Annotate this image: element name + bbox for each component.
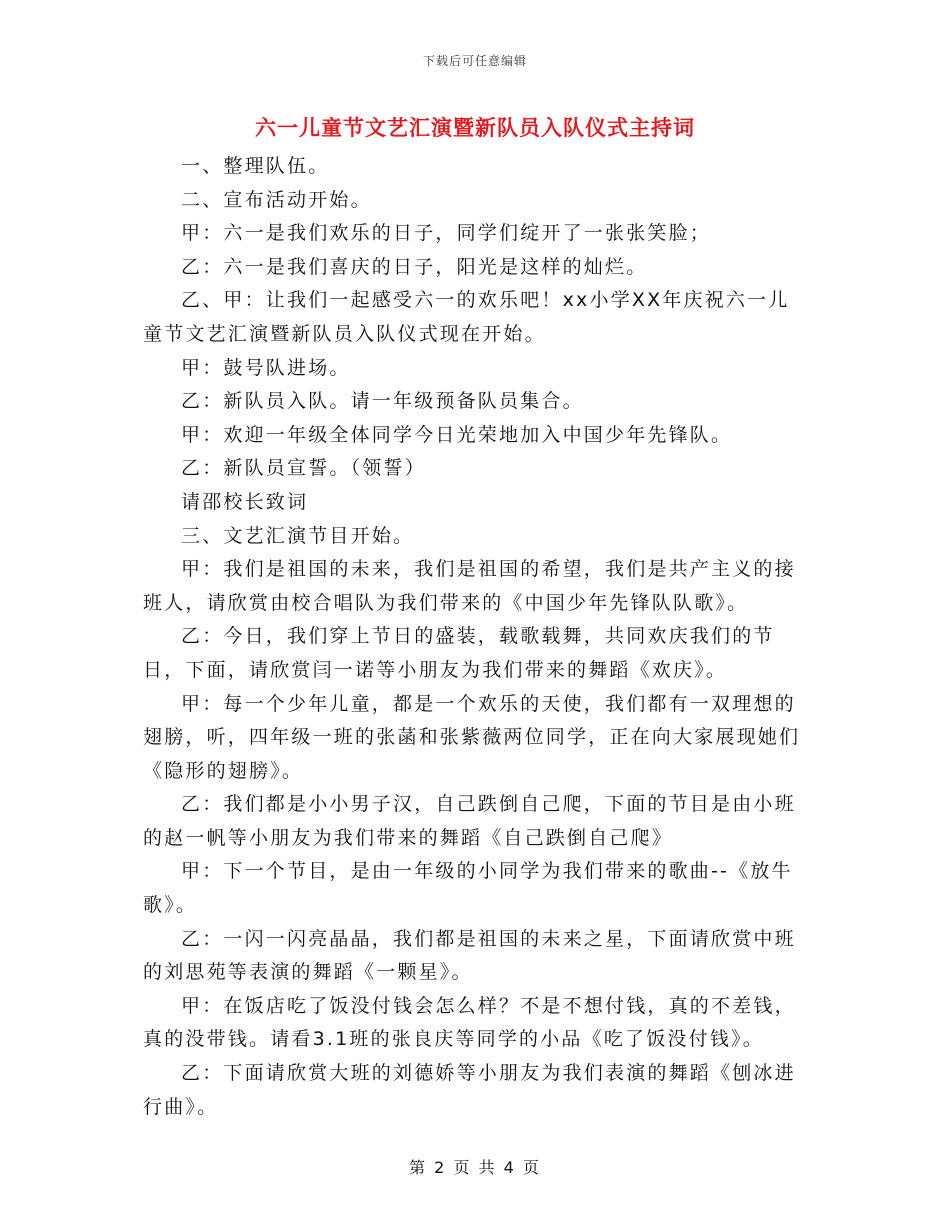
paragraph: 甲：六一是我们欢乐的日子，同学们绽开了一张张笑脸； <box>181 222 712 245</box>
paragraph: 乙：新队员宣誓。（领誓） <box>181 457 426 480</box>
paragraph: 乙：今日，我们穿上节日的盛装，载歌载舞，共同欢庆我们的节日，下面，请欣赏闫一诺等小朋友为我们带来的舞蹈《欢庆》。 <box>143 625 775 681</box>
paragraph: 一、整理队伍。 <box>181 155 330 177</box>
paragraph: 甲：欢迎一年级全体同学今日光荣地加入中国少年先锋队。 <box>181 423 733 446</box>
paragraph: 乙、甲：让我们一起感受六一的欢乐吧！xx小学XX年庆祝六一儿童节文艺汇演暨新队员入队仪式现在开始。 <box>143 289 790 345</box>
document-title: 六一儿童节文艺汇演暨新队员入队仪式主持词 <box>255 116 695 140</box>
paragraph: 乙：六一是我们喜庆的日子，阳光是这样的灿烂。 <box>181 255 648 278</box>
page-header: 下载后可任意编辑 <box>422 54 527 68</box>
paragraph: 甲：每一个少年儿童，都是一个欢乐的天使，我们都有一双理想的翅膀，听，四年级一班的张菡和张紫薇两位同学，正在向大家展现她们《隐形的翅膀》。 <box>143 692 801 782</box>
paragraph: 乙：下面请欣赏大班的刘德娇等小朋友为我们表演的舞蹈《刨冰进行曲》。 <box>143 1062 796 1118</box>
paragraph: 甲：在饭店吃了饭没付钱会怎么样？不是不想付钱，真的不差钱，真的没带钱。请看3.1班的张良庆等同学的小品《吃了饭没付钱》。 <box>143 994 796 1051</box>
document-body <box>143 150 808 1124</box>
paragraph: 三、文艺汇演节目开始。 <box>181 524 415 547</box>
page-footer: 第 2 页 共 4 页 <box>409 1158 541 1177</box>
paragraph: 二、宣布活动开始。 <box>181 188 372 211</box>
paragraph: 乙：一闪一闪亮晶晶，我们都是祖国的未来之星，下面请欣赏中班的刘思苑等表演的舞蹈《一颗星》。 <box>143 927 796 984</box>
paragraph: 甲：我们是祖国的未来，我们是祖国的希望，我们是共产主义的接班人，请欣赏由校合唱队为我们带来的《中国少年先锋队队歌》。 <box>143 558 796 614</box>
paragraph: 请邵校长致词 <box>181 490 309 513</box>
paragraph: 甲：下一个节目，是由一年级的小同学为我们带来的歌曲--《放牛歌》。 <box>143 860 793 917</box>
paragraph: 甲：鼓号队进场。 <box>181 356 351 379</box>
paragraph: 乙：新队员入队。请一年级预备队员集合。 <box>181 390 584 413</box>
paragraph: 乙：我们都是小小男子汉，自己跌倒自己爬，下面的节目是由小班的赵一帆等小朋友为我们带来的舞蹈《自己跌倒自己爬》 <box>143 793 796 849</box>
